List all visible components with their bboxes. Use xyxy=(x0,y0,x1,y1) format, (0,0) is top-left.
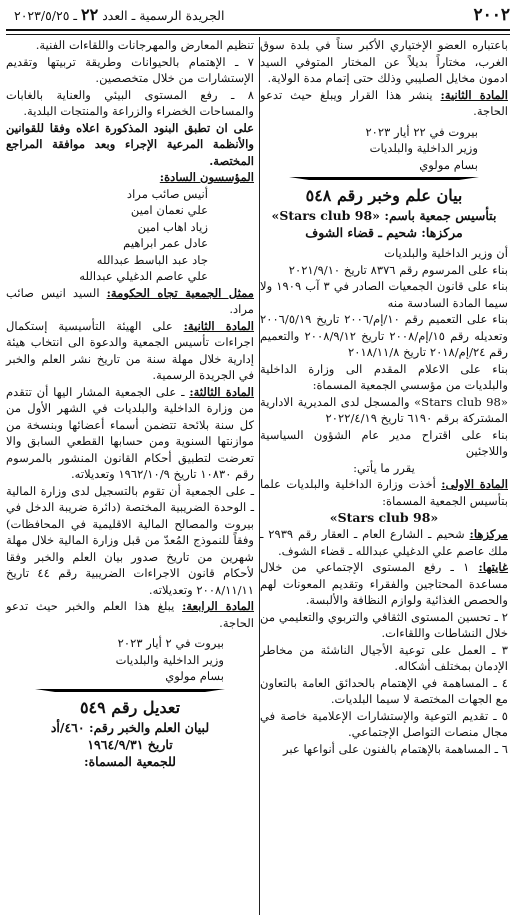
signature-line: وزير الداخلية والبلديات xyxy=(115,652,224,667)
paragraph: ٨ ـ رفع المستوى البيئي والعناية بالغابات والمساحات الخضراء والزراعة والمنتجات البلدية. xyxy=(6,87,254,118)
paragraph: تنظيم المعارض والمهرجانات واللقاءات الفنية. xyxy=(35,38,254,52)
paragraph: بناء على الاعلام المقدم الى وزارة الداخلية والبلديات من مؤسسي الجمعية المسماة: xyxy=(260,361,508,392)
page-number: ٢٠٠٢ xyxy=(473,5,510,25)
notice-subtitle: بتأسيس جمعية باسم: «Stars club 98» xyxy=(271,208,497,223)
article-paragraph xyxy=(260,87,508,120)
article-text: السيد انيس صائب مراد. xyxy=(6,285,254,316)
notice-title: تعديل رقم ٥٤٩ xyxy=(79,697,181,717)
article-label: غايتها: xyxy=(478,560,509,574)
founder-name: زياد اهاب امين xyxy=(137,219,208,234)
paragraph: ٢ ـ تحسين المستوى الثقافي والتربوي والتعليمي من خلال النشاطات واللقاءات. xyxy=(260,609,508,640)
section-label: المؤسسون السادة: xyxy=(159,170,254,184)
article-text: يبلغ هذا العلم والخبر حيث تدعو الحاجة. xyxy=(6,599,254,630)
article-paragraph xyxy=(6,598,254,631)
notice-subtitle: لبيان العلم والخبر رقم: ٤٦٠/أد xyxy=(50,719,210,735)
signature-line: بيروت في ٢ أيار ٢٠٢٣ xyxy=(117,636,224,650)
paragraph: «Stars club 98» والمسجل لدى المديرية الادارية المشتركة برقم ٦١٩٠ تاريخ ٢٠٢٢/٤/١٩ xyxy=(260,394,508,425)
paragraph: ٧ ـ الإهتمام بالحيوانات وطريقة تربيتها وتقديم الإستشارات من خلال متخصصين. xyxy=(6,54,254,85)
issue-date: ـ ٢٠٢٣/٥/٢٥ xyxy=(14,8,78,23)
page-header xyxy=(0,0,516,28)
paragraph: بناء على المرسوم رقم ٨٣٧٦ تاريخ ٢٠٢١/٩/١٠ xyxy=(288,262,508,277)
right-column xyxy=(260,37,508,757)
decision-heading: يقرر ما يأتي: xyxy=(353,460,415,475)
bold-paragraph: على ان تطبق البنود المذكورة اعلاه وفقا للقوانين والأنظمة المرعية الإجراء وبعد موافقة المراجع المختصة. xyxy=(6,120,254,168)
notice-title: بيان علم وخبر رقم ٥٤٨ xyxy=(305,186,463,205)
article-label: المادة الاولى: xyxy=(441,477,508,491)
founder-name: عادل عمر ابراهيم xyxy=(123,236,208,250)
gazette-name: الجريدة الرسمية ـ العدد xyxy=(102,8,225,23)
paragraph: بناء على قانون الجمعيات الصادر في ٣ آب ١٩٠٩ ولا سيما المادة السادسة منه xyxy=(260,279,508,310)
article-label: المادة الثانية: xyxy=(440,87,508,102)
paragraph: ٥ ـ تقديم التوعية والإستشارات الإعلامية خاصة في مجال منصات التواصل الإجتماعي. xyxy=(260,708,508,739)
notice-subtitle: تاريخ ١٩٦٤/٩/٣١ xyxy=(87,736,173,752)
signature-line: بسام مولوي xyxy=(419,157,478,172)
article-text: ١ ـ رفع المستوى الإجتماعي من خلال مساعدة المحتاجين والفقراء وتقديم المعونات لهم والحصص الغذائية ولوازم النظافة والألبسة. xyxy=(260,560,508,607)
article-text: على الهيئة التأسيسية إستكمال اجراءات تأسيس الجمعية والدعوة الى انتخاب هيئة إدارية خلال مهلة سنة من تاريخ نشر العلم والخبر في الجريدة الرسمية. xyxy=(6,318,254,382)
article-paragraph xyxy=(6,384,254,483)
article-text: ينشر هذا القرار ويبلغ حيث تدعو الحاجة. xyxy=(260,87,508,118)
signature-line: بسام مولوي xyxy=(165,669,224,683)
article-label: ممثل الجمعية تجاه الحكومة: xyxy=(106,285,254,300)
paragraph: ٣ ـ العمل على توعية الأجيال الناشئة من مخاطر الإدمان بمختلف أشكاله. xyxy=(260,642,508,673)
article-label: المادة الثالثة: xyxy=(189,384,254,399)
paragraph: بناء على التعميم رقم ١٠/إم/٢٠٠٦ تاريخ ٢٠٠٦/٥/١٩ وتعديله رقم ١٥/إم/٢٠٠٨ تاريخ ٢٠٠٨/٩/١٢ والتعميم رقم ٢٤/إم/٢٠١٨ تاريخ ٢٠١٨/١١/٨ xyxy=(260,312,508,359)
article-text: ـ على الجمعية المشار اليها أن تتقدم من وزارة الداخلية والبلديات في الشهر الأول من كل سنة بلائحة تتضمن أسماء أعضائها وبنسخة من موازنتها السنوية ومن حسابها القطعي السابق والا تعرضت لتطبيق أحكام القانون المنشور بالمرسوم رقم ١٠٨٣٠ تاريخ ١٩٦٢/١٠/٩ وتعديلاته. xyxy=(6,384,254,481)
issue-number: ٢٢ xyxy=(81,5,99,24)
paragraph: ٦ ـ المساهمة بالإهتمام بالفنون على أنواعها عبر xyxy=(282,741,508,756)
left-column xyxy=(6,37,254,770)
notice-subtitle: «Stars club 98» xyxy=(329,510,439,525)
section-separator xyxy=(260,177,508,180)
header-rule xyxy=(6,29,510,35)
signature-line: بيروت في ٢٢ أيار ٢٠٢٣ xyxy=(365,124,478,139)
article-paragraph xyxy=(260,559,508,609)
paragraph: ٤ ـ المساهمة في الإهتمام بالحدائق العامة بالتعاون مع الجهات المختصة لا سيما البلديات. xyxy=(260,675,508,706)
notice-subtitle: مركزها: شحيم ـ قضاء الشوف xyxy=(305,225,463,240)
paragraph: ـ على الجمعية أن تقوم بالتسجيل لدى وزارة المالية ـ الوحدة الضريبية المختصة (دائرة ضريبة الدخل في بيروت والمصالح المالية الاقليمية في المحافظات) وفقاً للنموذج المُعدّ من قبل وزارة المالية خلال مهلة شهرين من تاريخ صدور بيان العلم والخبر وفقا لأحكام قانون الاجراءات الضريبية رقم ٤٤ تاريخ ٢٠٠٨/١١/١١ وتعديلاته. xyxy=(6,483,254,597)
paragraph: بناء على اقتراح مدير عام الشؤون السياسية واللاجئين xyxy=(260,427,508,458)
gazette-title xyxy=(14,5,224,24)
article-paragraph xyxy=(6,285,254,318)
article-text: أخذت وزارة الداخلية والبلديات علما بتأسيس الجمعية المسماة: xyxy=(260,477,508,508)
founder-name: علي نعمان امين xyxy=(130,203,208,217)
article-paragraph xyxy=(6,318,254,384)
signature-line: وزير الداخلية والبلديات xyxy=(369,141,478,155)
article-label: المادة الرابعة: xyxy=(182,599,254,613)
article-label: مركزها: xyxy=(469,527,508,541)
article-text: شحيم ـ الشارع العام ـ العقار رقم ٢٩٣٩ ـ ملك عاصم علي الدغيلي عبدالله ـ قضاء الشوف. xyxy=(260,527,508,558)
article-paragraph xyxy=(260,476,508,509)
article-label: المادة الثانية: xyxy=(183,318,254,333)
section-separator xyxy=(6,689,254,692)
founder-name: أنيس صائب مراد xyxy=(126,186,208,201)
notice-subtitle: للجمعية المسماة: xyxy=(84,753,176,769)
paragraph: باعتباره العضو الإختياري الأكبر سناً في بلدة سوق الغرب، مختاراً بديلاً عن المختار المتوفي السيد ادمون مخايل الصليبي وذلك حتى إتمام مدة الولاية. xyxy=(260,38,508,85)
founder-name: علي عاصم الدغيلي عبدالله xyxy=(79,269,208,283)
paragraph: أن وزير الداخلية والبلديات xyxy=(384,246,508,260)
founder-name: جاد عبد الباسط عبدالله xyxy=(96,252,208,267)
article-paragraph xyxy=(260,526,508,559)
column-divider xyxy=(259,37,260,915)
